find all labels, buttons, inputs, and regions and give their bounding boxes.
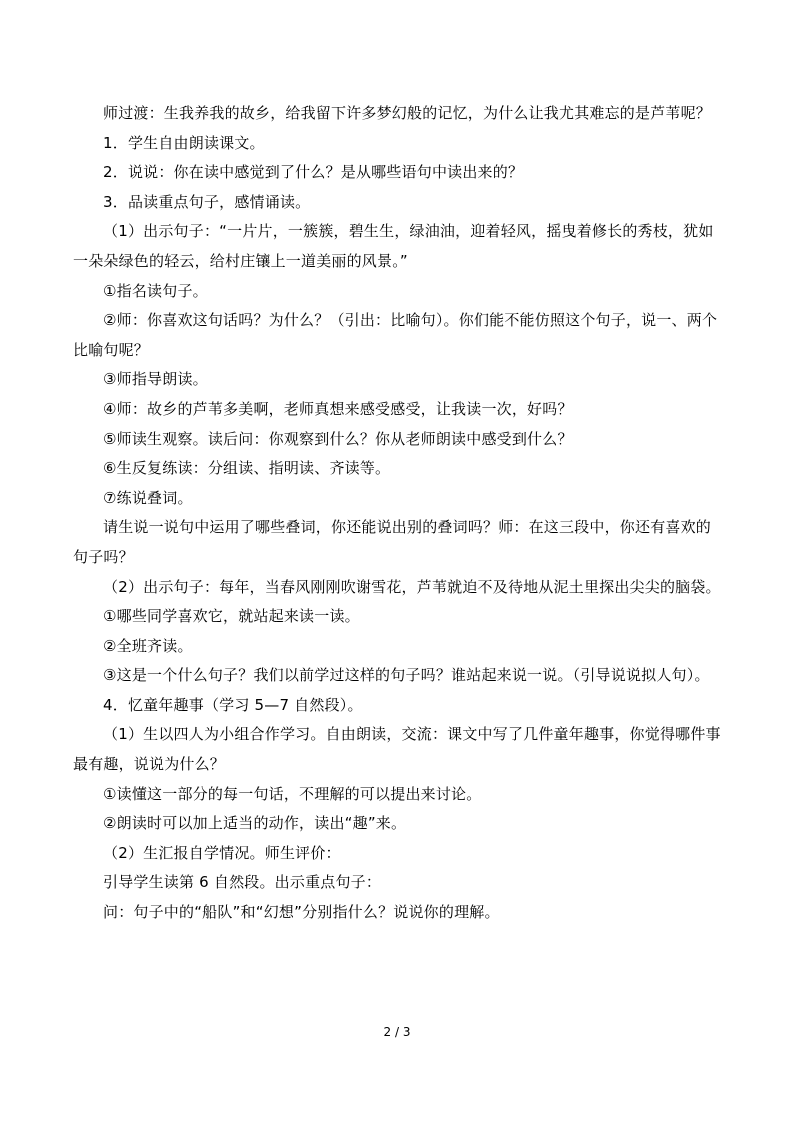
paragraph: ②师：你喜欢这句话吗？为什么？（引出：比喻句）。你们能不能仿照这个句子，说一、两个比喻句呢？ [73, 311, 718, 359]
paragraph: 3．品读重点句子，感情诵读。 [103, 192, 311, 211]
paragraph: ⑥生反复练读：分组读、指明读、齐读等。 [103, 459, 391, 478]
paragraph: ②朗读时可以加上适当的动作，读出“趣”来。 [103, 814, 407, 833]
paragraph: ①指名读句子。 [103, 281, 208, 300]
paragraph: ②全班齐读。 [103, 636, 193, 655]
paragraph: ③师指导朗读。 [103, 370, 208, 389]
paragraph: ④师：故乡的芦苇多美啊，老师真想来感受感受，让我读一次，好吗？ [103, 399, 573, 418]
paragraph: 问：句子中的“船队”和“幻想”分别指什么？说说你的理解。 [103, 903, 500, 922]
paragraph: ①读懂这一部分的每一句话，不理解的可以提出来讨论。 [103, 784, 482, 803]
paragraph: ⑤师读生观察。读后问：你观察到什么？你从老师朗读中感受到什么？ [103, 429, 573, 448]
paragraph: 引导学生读第 6 自然段。出示重点句子： [103, 873, 382, 892]
paragraph: ①哪些同学喜欢它，就站起来读一读。 [103, 607, 360, 626]
document-body [73, 99, 723, 928]
paragraph: （1）出示句子：“一片片，一簇簇，碧生生，绿油油，迎着轻风，摇曳着修长的秀枝，犹如一朵朵绿色的轻云，给村庄镶上一道美丽的风景。” [73, 222, 714, 270]
paragraph: 2．说说：你在读中感觉到了什么？是从哪些语句中读出来的？ [103, 163, 524, 182]
paragraph: 4．忆童年趣事（学习 5—7 自然段）。 [103, 695, 363, 714]
page-number: 2 / 3 [383, 1025, 411, 1039]
paragraph: （2）出示句子：每年，当春风刚刚吹谢雪花，芦苇就迫不及待地从泥土里探出尖尖的脑袋。 [103, 577, 721, 596]
paragraph: ③这是一个什么句子？我们以前学过这样的句子吗？谁站起来说一说。（引导说说拟人句）。 [103, 666, 710, 685]
paragraph: 1．学生自由朗读课文。 [103, 133, 265, 152]
paragraph: ⑦练说叠词。 [103, 488, 193, 507]
paragraph: 请生说一说句中运用了哪些叠词，你还能说出别的叠词吗？师：在这三段中，你还有喜欢的句子吗？ [73, 518, 712, 566]
paragraph: 师过渡：生我养我的故乡，给我留下许多梦幻般的记忆，为什么让我尤其难忘的是芦苇呢？ [103, 104, 712, 122]
paragraph: （1）生以四人为小组合作学习。自由朗读，交流：课文中写了几件童年趣事，你觉得哪件事最有趣，说说为什么？ [73, 725, 721, 774]
paragraph: （2）生汇报自学情况。师生评价： [103, 843, 341, 862]
